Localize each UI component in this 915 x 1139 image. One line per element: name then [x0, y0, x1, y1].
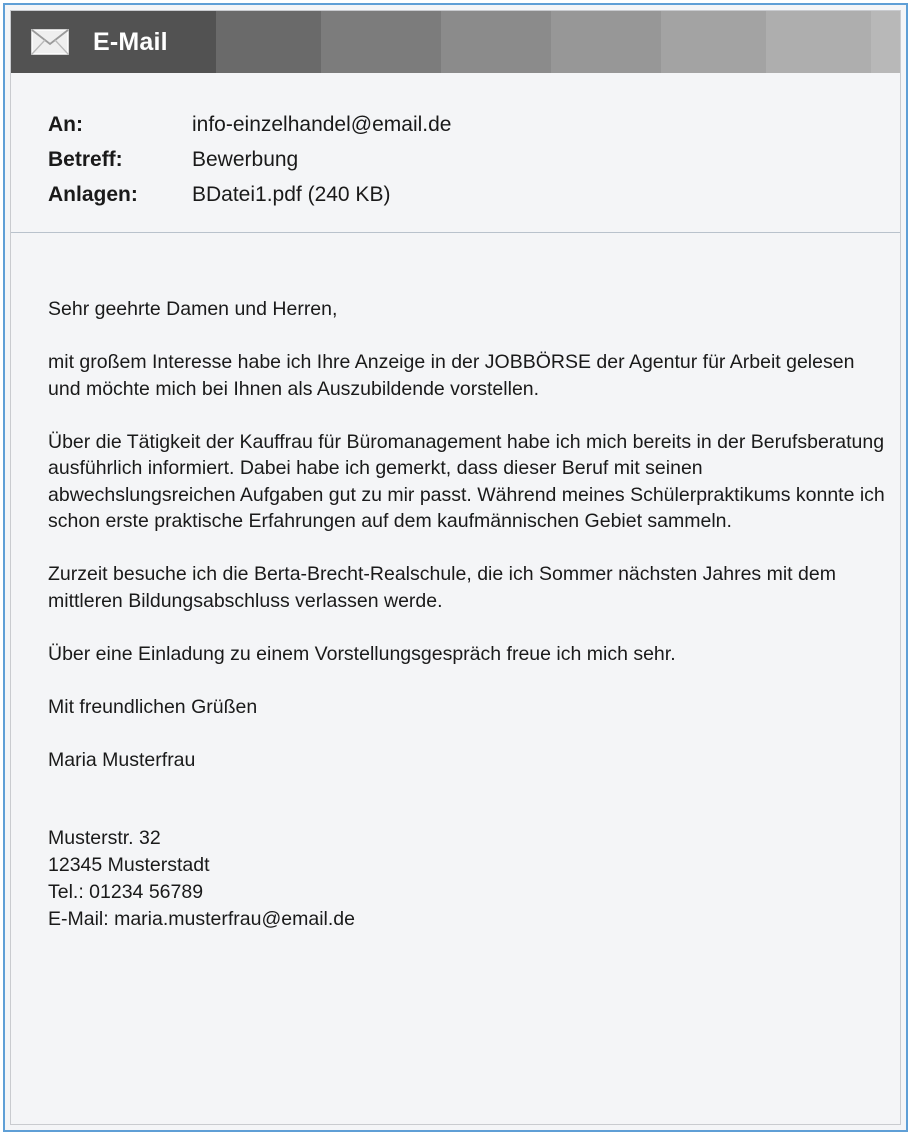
closing: Mit freundlichen Grüßen — [48, 695, 258, 718]
attachment-file[interactable]: BDatei1.pdf (240 KB) — [192, 183, 391, 206]
subject-value: Bewerbung — [192, 148, 299, 171]
field-row-to — [48, 107, 451, 142]
header-divider — [11, 232, 900, 233]
email-window — [3, 3, 908, 1132]
paragraph-4: Über eine Einladung zu einem Vorstellungsgespräch freue ich mich sehr. — [48, 642, 676, 665]
email-body — [48, 296, 888, 933]
field-row-attachments — [48, 177, 451, 212]
salutation: Sehr geehrte Damen und Herren, — [48, 298, 338, 320]
to-value[interactable]: info-einzelhandel@email.de — [192, 113, 452, 136]
signature: Maria Musterfrau — [48, 748, 196, 771]
address-email[interactable]: E-Mail: maria.musterfrau@email.de — [48, 908, 355, 930]
address-street: Musterstr. 32 — [48, 827, 161, 849]
to-label: An: — [48, 113, 83, 136]
email-panel — [10, 10, 901, 1125]
attachments-label: Anlagen: — [48, 183, 138, 206]
title-row — [11, 11, 168, 73]
paragraph-3: Zurzeit besuche ich die Berta-Brecht-Realschule, die ich Sommer nächsten Jahres mit dem mittleren Bildungsabschluss verlassen werde. — [48, 563, 836, 612]
address-block — [48, 825, 888, 933]
paragraph-1: mit großem Interesse habe ich Ihre Anzeige in der JOBBÖRSE der Agentur für Arbeit gelesen und möchte mich bei Ihnen als Auszubildende vorstellen. — [48, 351, 855, 400]
address-phone: Tel.: 01234 56789 — [48, 881, 204, 903]
address-city: 12345 Musterstadt — [48, 854, 210, 876]
window-title: E-Mail — [93, 27, 168, 56]
paragraph-2: Über die Tätigkeit der Kauffrau für Büromanagement habe ich mich bereits in der Berufsberatung ausführlich informiert. Dabei habe ich gemerkt, dass dieser Beruf mit seinen abwechslungsreichen Aufgaben gut zu mir passt. Während meines Schülerpraktikums konnte ich schon erste praktische Erfahrungen auf dem kaufmännischen Gebiet sammeln. — [48, 430, 885, 532]
field-row-subject — [48, 142, 451, 177]
email-header-fields — [48, 107, 451, 212]
envelope-icon — [31, 29, 69, 55]
subject-label: Betreff: — [48, 148, 123, 171]
